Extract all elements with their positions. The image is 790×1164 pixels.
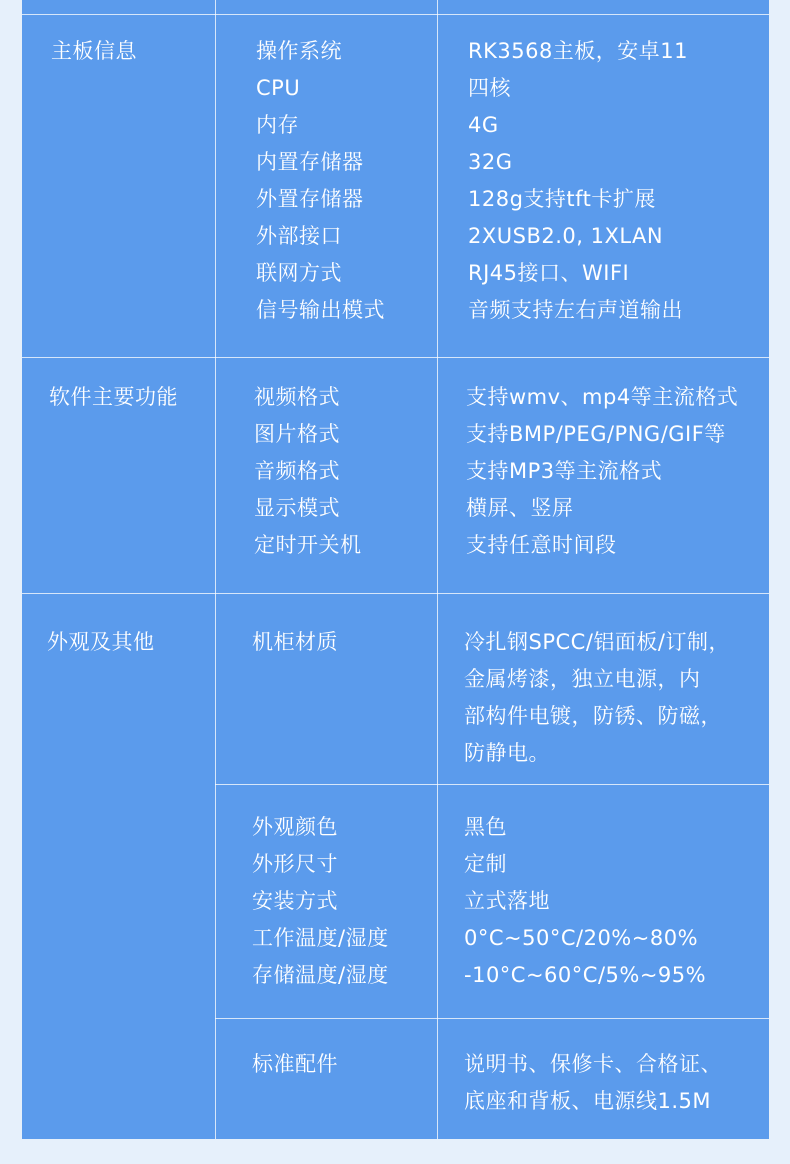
spec-value: RJ45接口、WIFI bbox=[468, 261, 630, 285]
spec-label: 信号输出模式 bbox=[256, 298, 385, 322]
spec-value: 横屏、竖屏 bbox=[466, 496, 574, 520]
spec-value-line: 底座和背板、电源线1.5M bbox=[464, 1089, 712, 1113]
column-divider bbox=[215, 0, 216, 1139]
spec-label: 内置存储器 bbox=[256, 150, 364, 174]
row-divider bbox=[22, 593, 769, 594]
spec-label: 机柜材质 bbox=[252, 630, 338, 654]
spec-value: -10°C~60°C/5%~95% bbox=[464, 963, 707, 987]
spec-value: 音频支持左右声道输出 bbox=[468, 298, 683, 322]
spec-table bbox=[22, 0, 769, 1139]
spec-value-line: 部构件电镀，防锈、防磁， bbox=[464, 704, 722, 728]
spec-label: 外观颜色 bbox=[252, 815, 338, 839]
category-label: 主板信息 bbox=[51, 39, 137, 63]
spec-value-cabinet-material bbox=[464, 624, 730, 772]
spec-label-cabinet-material bbox=[252, 624, 338, 661]
spec-label: 标准配件 bbox=[252, 1052, 338, 1076]
spec-label: 内存 bbox=[256, 113, 299, 137]
spec-value-line: 防静电。 bbox=[464, 741, 550, 765]
spec-value: 支持MP3等主流格式 bbox=[466, 459, 663, 483]
spec-label: 安装方式 bbox=[252, 889, 338, 913]
spec-label-standard-accessories bbox=[252, 1046, 338, 1083]
spec-label: 外置存储器 bbox=[256, 187, 364, 211]
spec-label: 图片格式 bbox=[254, 422, 340, 446]
spec-label: 联网方式 bbox=[256, 261, 342, 285]
spec-value: 0°C~50°C/20%~80% bbox=[464, 926, 699, 950]
category-software-functions bbox=[49, 379, 178, 416]
spec-value-line: 金属烤漆，独立电源，内 bbox=[464, 667, 701, 691]
category-label: 外观及其他 bbox=[47, 630, 155, 654]
spec-label: 操作系统 bbox=[256, 39, 342, 63]
spec-label: 显示模式 bbox=[254, 496, 340, 520]
spec-value: 128g支持tft卡扩展 bbox=[468, 187, 656, 211]
spec-value: 定制 bbox=[464, 852, 507, 876]
row-divider bbox=[22, 357, 769, 358]
spec-value: 支持BMP/PEG/PNG/GIF等 bbox=[466, 422, 726, 446]
spec-value: 4G bbox=[468, 113, 499, 137]
spec-value: RK3568主板，安卓11 bbox=[468, 39, 689, 63]
spec-value: 支持任意时间段 bbox=[466, 533, 617, 557]
spec-value: 32G bbox=[468, 150, 513, 174]
spec-label: 外形尺寸 bbox=[252, 852, 338, 876]
spec-value: 四核 bbox=[468, 76, 511, 100]
spec-value: 立式落地 bbox=[464, 889, 550, 913]
spec-value-line: 冷扎钢SPCC/铝面板/订制， bbox=[464, 630, 730, 654]
spec-label: 音频格式 bbox=[254, 459, 340, 483]
spec-labels-software bbox=[254, 379, 362, 564]
spec-label: 存储温度/湿度 bbox=[252, 963, 389, 987]
spec-label: 视频格式 bbox=[254, 385, 340, 409]
spec-value-standard-accessories bbox=[464, 1046, 722, 1120]
column-divider bbox=[437, 0, 438, 1139]
row-divider bbox=[22, 14, 769, 15]
spec-label: 外部接口 bbox=[256, 224, 342, 248]
spec-value-line: 说明书、保修卡、合格证、 bbox=[464, 1052, 722, 1076]
spec-label: 定时开关机 bbox=[254, 533, 362, 557]
spec-values-appearance bbox=[464, 809, 706, 994]
category-label: 软件主要功能 bbox=[49, 385, 178, 409]
spec-labels-mainboard bbox=[256, 33, 385, 329]
spec-value: 2XUSB2.0, 1XLAN bbox=[468, 224, 664, 248]
spec-values-mainboard bbox=[468, 33, 688, 329]
category-mainboard-info bbox=[51, 33, 137, 70]
spec-values-software bbox=[466, 379, 738, 564]
spec-labels-appearance bbox=[252, 809, 389, 994]
category-appearance-other bbox=[47, 624, 155, 661]
spec-label: CPU bbox=[256, 76, 301, 100]
spec-label: 工作温度/湿度 bbox=[252, 926, 389, 950]
spec-value: 支持wmv、mp4等主流格式 bbox=[466, 385, 739, 409]
spec-value: 黑色 bbox=[464, 815, 507, 839]
row-divider bbox=[215, 1018, 769, 1019]
row-divider bbox=[215, 784, 769, 785]
